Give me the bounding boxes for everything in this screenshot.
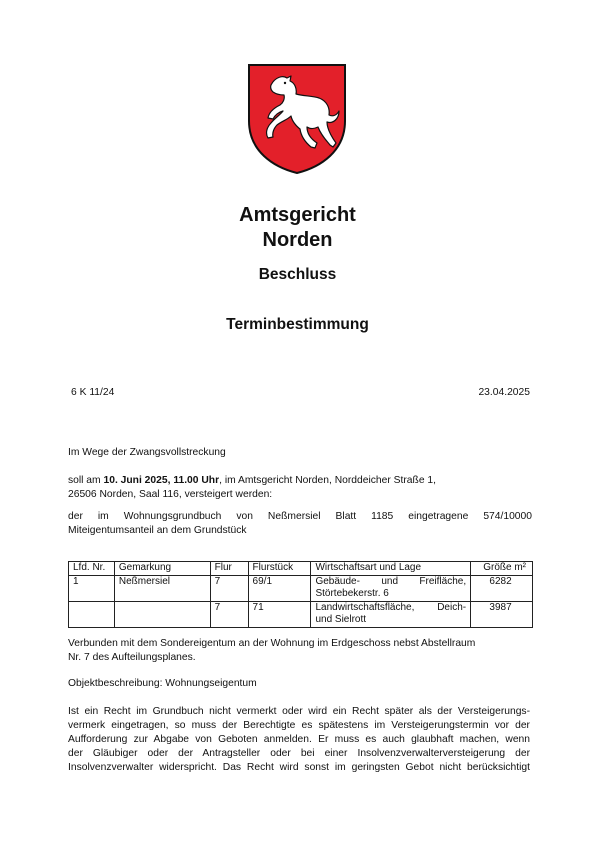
header-lage: Wirtschaftsart und Lage [311,562,471,576]
court-name-line1: Amtsgericht [239,204,356,226]
header-flur: Flur [210,562,248,576]
cell-flurstueck: 69/1 [248,575,311,601]
notice-line-5: Insolvenzverwalter widerspricht. Das Recht wird sonst im geringsten Gebot nicht berücksichtigt [68,762,530,773]
cell-lage-line-1: Landwirtschaftsfläche, Deich- [315,601,467,613]
notice-line-4: der Gläubiger oder der Antragsteller oder bei einer Insolvenzverwalterversteigerung der [68,748,530,759]
file-number: 6 K 11/24 [71,387,115,398]
header-flurstueck: Flurstück [248,562,311,576]
notice-line-2: vermerk eingetragen, so muss der Berechtigte es spätestens im Versteigerungstermin vor der [68,720,530,731]
cell-groesse: 3987 [471,601,533,627]
notice-line-1: Ist ein Recht im Grundbuch nicht vermerkt oder wird ein Recht später als der Versteigerungs- [68,706,530,717]
header-lfd-nr: Lfd. Nr. [69,562,115,576]
property-table [68,561,533,628]
intro-text: Im Wege der Zwangsvollstreckung [68,447,226,458]
cell-groesse: 6282 [471,575,533,601]
notice-paragraph [68,705,530,775]
register-line-1: der im Wohnungsgrundbuch von Neßmersiel Blatt 1185 eingetragene 574/10000 [68,511,532,522]
document-heading: Beschluss [258,266,337,283]
register-line-2: Miteigentumsanteil an dem Grundstück [68,525,247,536]
header-gemarkung: Gemarkung [114,562,210,576]
cell-flur: 7 [210,575,248,601]
cell-flur: 7 [210,601,248,627]
cell-gemarkung: Neßmersiel [114,575,210,601]
special-property-line-2: Nr. 7 des Aufteilungsplanes. [68,652,196,663]
lower-saxony-horse-crest-icon [247,63,347,175]
auction-prefix: soll am [68,475,104,486]
table-row [69,575,533,601]
auction-line-1 [68,474,538,488]
cell-lage [311,601,471,627]
document-date: 23.04.2025 [478,387,530,398]
court-name-line2: Norden [262,229,333,251]
notice-line-3: Aufforderung zur Abgabe von Geboten anmelden. Er muss es auch glaubhaft machen, wenn [68,734,530,745]
special-property-paragraph [68,637,538,665]
cell-flurstueck: 71 [248,601,311,627]
table-row [69,601,533,627]
header-groesse: Größe m² [471,562,533,576]
cell-lage-line-1: Gebäude- und Freifläche, [315,575,467,587]
auction-location: , im Amtsgericht Norden, Norddeicher Straße 1, [219,475,437,486]
cell-nr [69,601,115,627]
cell-lage [311,575,471,601]
cell-gemarkung [114,601,210,627]
cell-lage-line-2: und Sielrott [315,614,367,625]
cell-nr: 1 [69,575,115,601]
table-header-row [69,562,533,576]
object-description: Objektbeschreibung: Wohnungseigentum [68,678,257,689]
register-paragraph [68,510,532,538]
cell-lage-line-2: Störtebekerstr. 6 [315,588,389,599]
auction-date: 10. Juni 2025, 11.00 Uhr [103,475,220,486]
document-subheading: Terminbestimmung [226,316,369,333]
auction-line-2: 26506 Norden, Saal 116, versteigert werden: [68,489,273,500]
auction-paragraph [68,474,538,502]
special-property-line-1: Verbunden mit dem Sondereigentum an der Wohnung im Erdgeschoss nebst Abstellraum [68,638,476,649]
